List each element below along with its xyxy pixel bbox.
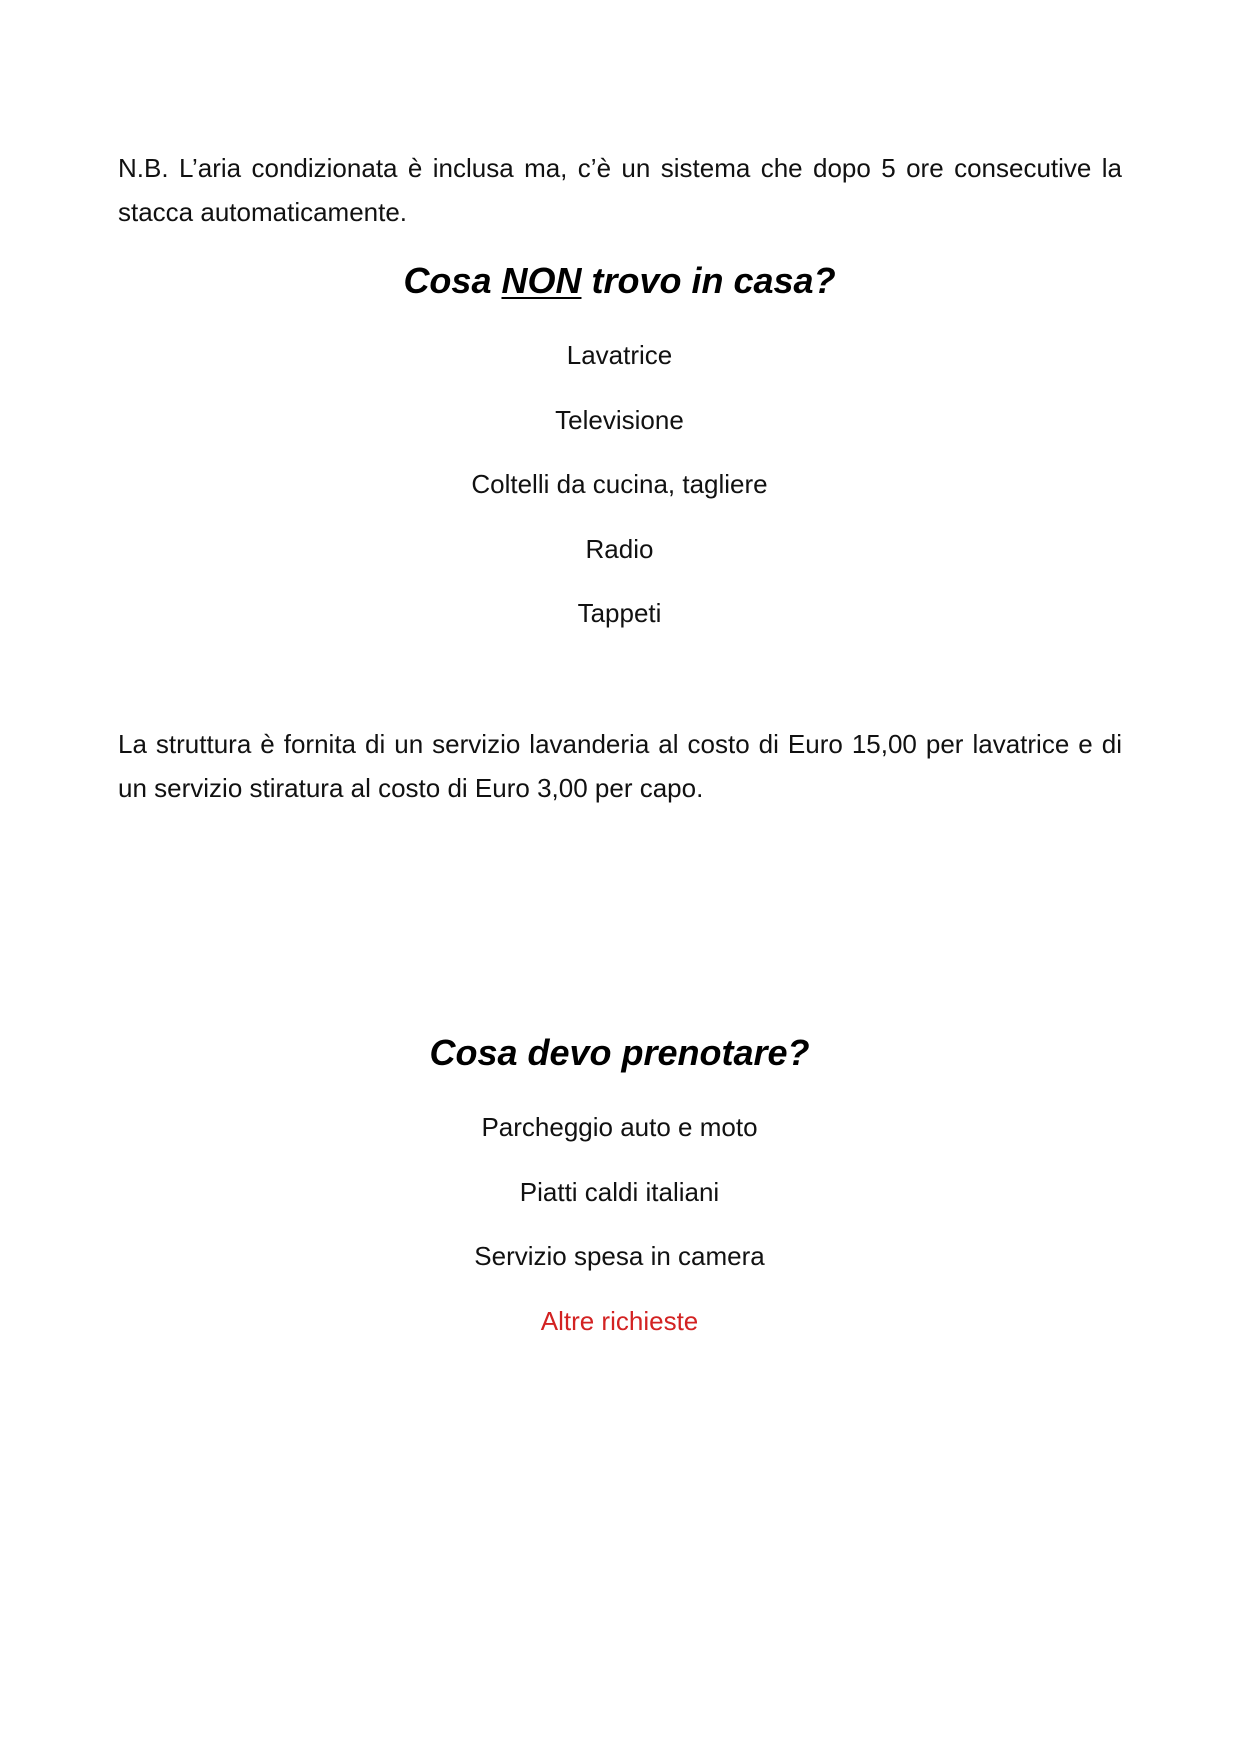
list-item: Televisione xyxy=(555,404,684,435)
air-conditioning-note: N.B. L’aria condizionata è inclusa ma, c’è un sistema che dopo 5 ore consecutive la stacca automaticamente. xyxy=(118,153,1122,227)
list-item: Radio xyxy=(585,533,654,564)
other-requests-link[interactable]: Altre richieste xyxy=(540,1305,699,1336)
list-item: Piatti caldi italiani xyxy=(519,1176,720,1207)
list-item: Parcheggio auto e moto xyxy=(481,1112,758,1142)
heading-to-book: Cosa devo prenotare? xyxy=(429,1032,810,1073)
to-book-list xyxy=(0,1110,1239,1368)
heading-not-in-house-underlined: NON xyxy=(501,260,582,301)
list-item: Tappeti xyxy=(577,598,662,628)
not-in-house-list xyxy=(0,338,1239,661)
heading-not-in-house-after: trovo in casa? xyxy=(581,260,836,301)
list-item: Servizio spesa in camera xyxy=(474,1241,765,1271)
heading-not-in-house-before: Cosa xyxy=(403,260,502,301)
list-item: Coltelli da cucina, tagliere xyxy=(471,469,768,499)
laundry-service-paragraph: La struttura è fornita di un servizio lavanderia al costo di Euro 15,00 per lavatrice e di un servizio stiratura al costo di Euro 3,00 per capo. xyxy=(118,729,1122,803)
list-item: Lavatrice xyxy=(566,340,673,370)
heading-not-in-house xyxy=(0,258,1239,304)
